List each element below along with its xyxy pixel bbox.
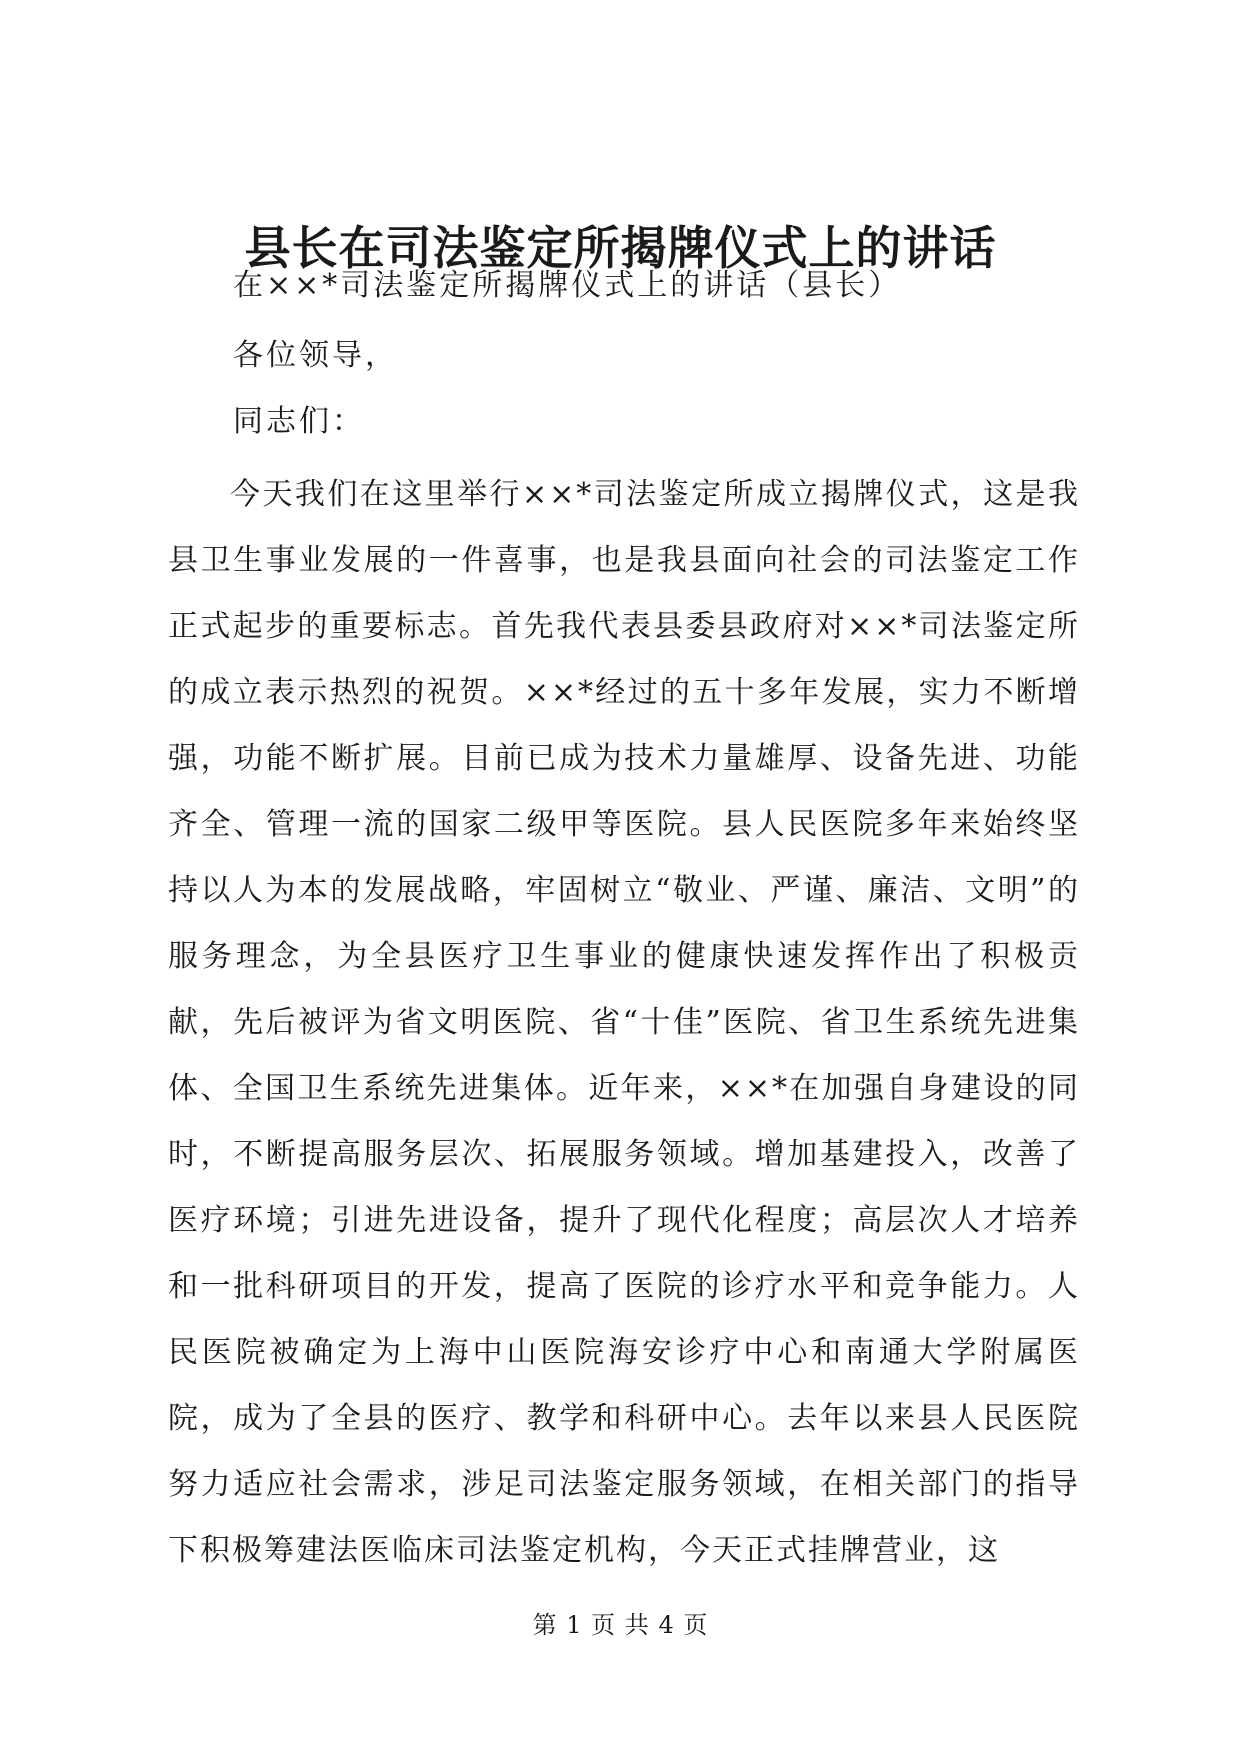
page-number-footer: 第 1 页 共 4 页 [532, 1611, 709, 1639]
body-paragraph: 今天我们在这里举行××*司法鉴定所成立揭牌仪式，这是我县卫生事业发展的一件喜事，也是我县面向社会的司法鉴定工作正式起步的重要标志。首先我代表县委县政府对××*司法鉴定所的成立表示热烈的祝贺。××*经过的五十多年发展，实力不断增强，功能不断扩展。目前已成为技术力量雄厚、设备先进、功能齐全、管理一流的国家二级甲等医院。县人民医院多年来始终坚持以人为本的发展战略，牢固树立“敬业、严谨、廉洁、文明”的服务理念，为全县医疗卫生事业的健康快速发挥作出了积极贡献，先后被评为省文明医院、省“十佳”医院、省卫生系统先进集体、全国卫生系统先进集体。近年来，××*在加强自身建设的同时，不断提高服务层次、拓展服务领域。增加基建投入，改善了医疗环境；引进先进设备，提升了现代化程度；高层次人才培养和一批科研项目的开发，提高了医院的诊疗水平和竞争能力。人民医院被确定为上海中山医院海安诊疗中心和南通大学附属医院，成为了全县的医疗、教学和科研中心。去年以来县人民医院努力适应社会需求，涉足司法鉴定服务领域，在相关部门的指导下积极筹建法医临床司法鉴定机构，今天正式挂牌营业，这 [168, 477, 1080, 1568]
salutation-leaders: 各位领导， [233, 338, 398, 373]
speech-heading-line: 在××*司法鉴定所揭牌仪式上的讲话（县长） [233, 268, 902, 303]
document-title: 县长在司法鉴定所揭牌仪式上的讲话 [244, 221, 997, 275]
salutation-comrades: 同志们： [233, 404, 365, 439]
